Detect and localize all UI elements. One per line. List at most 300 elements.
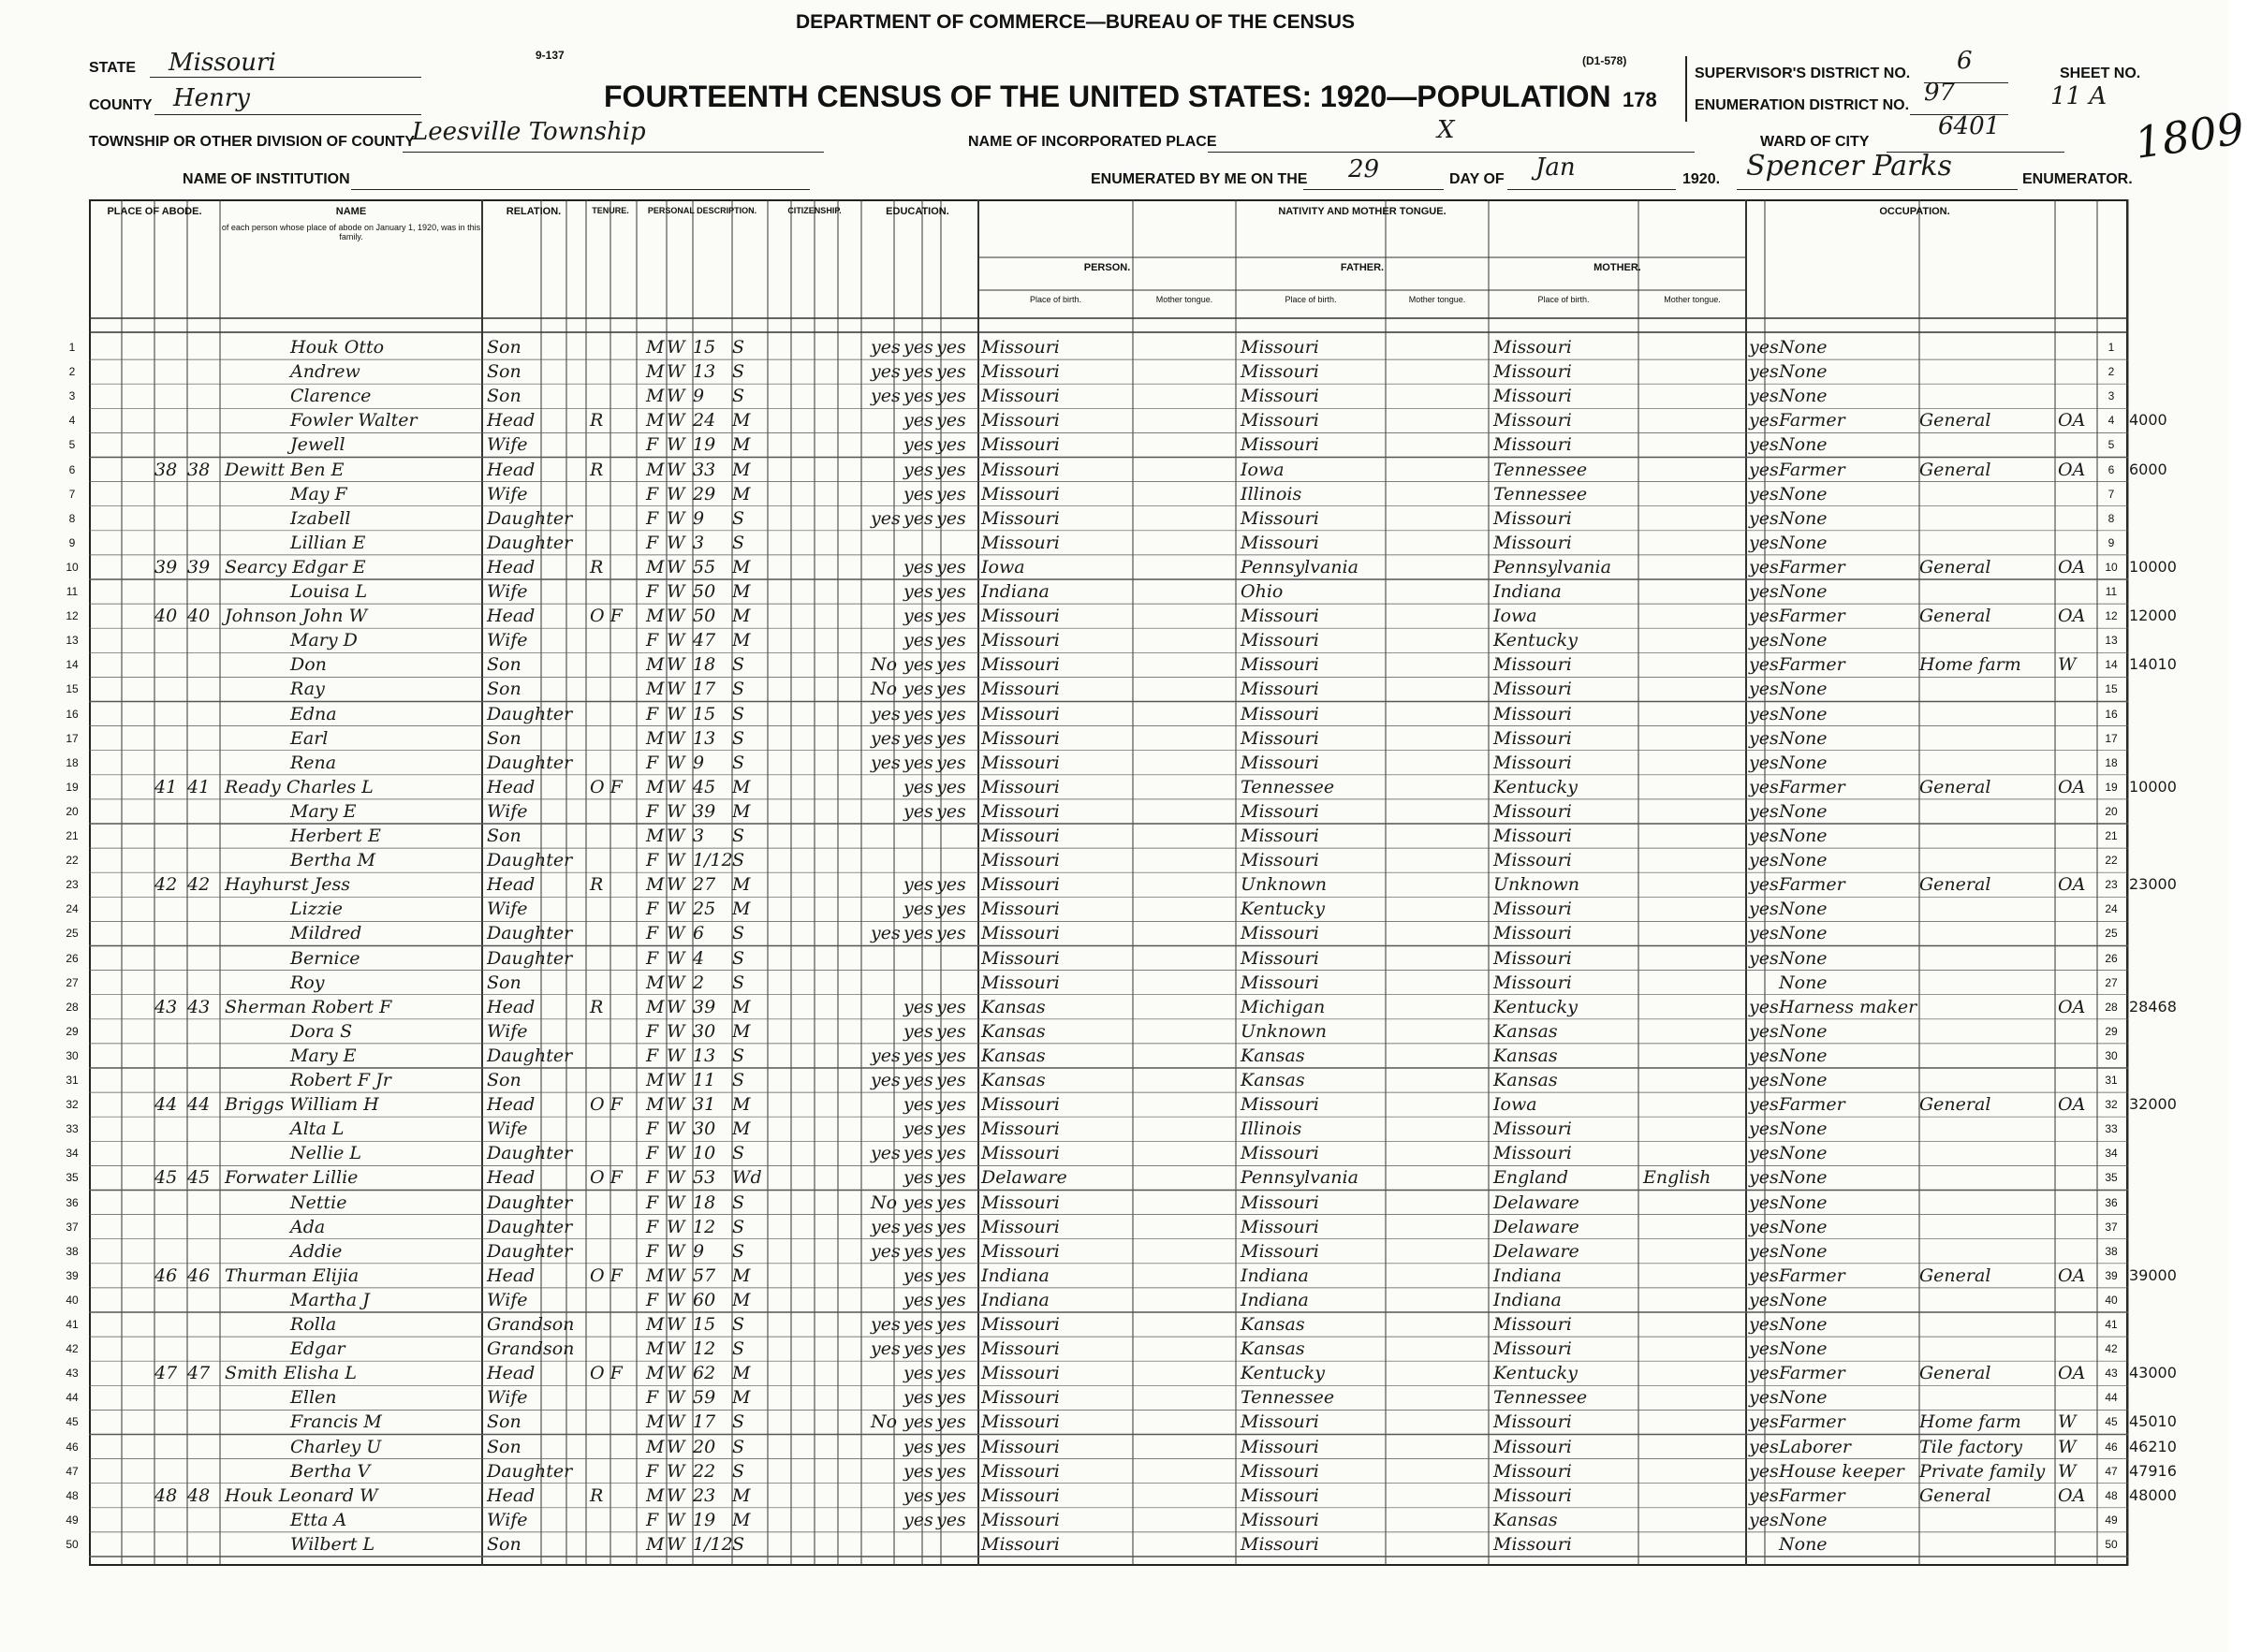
cell-rel: Daughter — [487, 850, 573, 871]
cell-ms: S — [732, 679, 745, 700]
cell-fpob: Pennsylvania — [1241, 556, 1358, 577]
cell-sex: M — [646, 606, 665, 627]
cell-mpob: Delaware — [1493, 1240, 1579, 1262]
cell-farm: 12000 — [2129, 607, 2177, 625]
cell-farm: 14010 — [2129, 655, 2177, 674]
cell-name: Smith Elisha L — [225, 1363, 358, 1384]
cell-eng: yes — [1749, 410, 1779, 431]
cell-age: 33 — [693, 459, 716, 480]
cell-pob: Missouri — [981, 507, 1060, 529]
cell-ms: S — [732, 1216, 745, 1237]
line-number-right: 30 — [2105, 1048, 2118, 1062]
cell-fam: 42 — [187, 874, 211, 896]
cell-rd: yes — [903, 1484, 933, 1506]
cell-race: W — [667, 1411, 685, 1433]
cell-occ: None — [1779, 434, 1828, 456]
line-number-right: 20 — [2105, 804, 2118, 818]
line-number-right: 8 — [2107, 511, 2115, 525]
cell-mpob: Indiana — [1493, 1265, 1562, 1286]
cell-occ: None — [1779, 581, 1828, 602]
cell-rd: yes — [903, 1118, 933, 1140]
cell-mpob: Tennessee — [1493, 459, 1588, 480]
cell-age: 9 — [693, 1240, 705, 1262]
cell-dw: 48 — [154, 1484, 178, 1506]
cell-wr: yes — [936, 1387, 966, 1409]
cell-fam: 38 — [187, 459, 211, 480]
cell-mpob: Kentucky — [1493, 630, 1578, 651]
cell-pob: Missouri — [981, 1240, 1060, 1262]
cell-fpob: Missouri — [1241, 386, 1319, 407]
cell-eng: yes — [1749, 1363, 1779, 1384]
cell-ind: Tile factory — [1919, 1436, 2023, 1457]
line-number-right: 24 — [2105, 902, 2118, 916]
cell-rel: Daughter — [487, 1045, 573, 1066]
cell-dw: 40 — [154, 606, 178, 627]
line-number-right: 27 — [2105, 975, 2118, 989]
line-number: 3 — [68, 389, 76, 403]
cell-age: 12 — [693, 1216, 716, 1237]
line-number-right: 41 — [2105, 1318, 2118, 1331]
cell-ind: Home farm — [1919, 1411, 2021, 1433]
cell-ms: M — [732, 874, 751, 896]
cell-rel: Son — [487, 386, 521, 407]
cell-pob: Missouri — [981, 1436, 1060, 1457]
line-number-right: 48 — [2105, 1488, 2118, 1502]
cell-age: 29 — [693, 483, 716, 504]
cell-occ: Farmer — [1779, 1363, 1845, 1384]
cell-race: W — [667, 826, 685, 846]
cell-age: 10 — [693, 1143, 716, 1164]
cell-pob: Missouri — [981, 410, 1060, 431]
cell-mpob: Missouri — [1493, 1460, 1572, 1482]
cell-wr: yes — [936, 337, 966, 358]
cell-dw: 43 — [154, 996, 178, 1017]
cell-fpob: Missouri — [1241, 826, 1319, 846]
cell-pob: Missouri — [981, 1533, 1060, 1555]
cell-occ: None — [1779, 1191, 1828, 1213]
cell-fpob: Missouri — [1241, 606, 1319, 627]
cell-rd: yes — [903, 459, 933, 480]
line-number: 42 — [66, 1342, 79, 1356]
line-number-right: 49 — [2105, 1513, 2118, 1527]
cell-age: 19 — [693, 434, 716, 456]
line-number: 4 — [68, 414, 76, 428]
cell-age: 47 — [693, 630, 716, 651]
cell-name: Bertha V — [290, 1460, 371, 1482]
cell-rel: Wife — [487, 630, 528, 651]
cell-occ: House keeper — [1779, 1460, 1904, 1482]
cell-occ: None — [1779, 1509, 1828, 1530]
cell-fpob: Michigan — [1241, 996, 1326, 1017]
cell-rel: Wife — [487, 1387, 528, 1409]
state-value: Missouri — [169, 49, 276, 77]
cell-sex: M — [646, 361, 665, 383]
line-number-right: 47 — [2105, 1464, 2118, 1478]
cell-occ: None — [1779, 1143, 1828, 1164]
col-mother-pob: Place of birth. — [1537, 295, 1590, 304]
county-value: Henry — [173, 84, 250, 112]
cell-eng: yes — [1749, 1289, 1779, 1310]
cell-fpob: Missouri — [1241, 972, 1319, 993]
cell-mpob: Kentucky — [1493, 996, 1578, 1017]
cell-race: W — [667, 1363, 685, 1384]
cell-sch: yes — [871, 727, 901, 749]
cell-sex: M — [646, 1363, 665, 1384]
cell-age: 9 — [693, 752, 705, 773]
cell-rel: Son — [487, 1411, 521, 1433]
cell-age: 9 — [693, 386, 705, 407]
cell-race: W — [667, 532, 685, 553]
cell-rd: yes — [903, 1509, 933, 1530]
cell-farm: 6000 — [2129, 460, 2167, 478]
cell-ms: M — [732, 1118, 751, 1140]
col-person-pob: Place of birth. — [1029, 295, 1082, 304]
cell-sex: F — [646, 1240, 659, 1262]
cell-pob: Kansas — [981, 996, 1046, 1017]
cell-cls: W — [2058, 1436, 2077, 1457]
cell-eng: yes — [1749, 556, 1779, 577]
cell-wr: yes — [936, 556, 966, 577]
cell-eng: yes — [1749, 923, 1779, 944]
cell-rel: Daughter — [487, 532, 573, 553]
cell-rd: yes — [903, 630, 933, 651]
cell-pob: Missouri — [981, 1314, 1060, 1335]
cell-mpob: Kentucky — [1493, 1363, 1578, 1384]
cell-rel: Wife — [487, 1020, 528, 1042]
cell-ms: S — [732, 1411, 745, 1433]
cell-sex: F — [646, 1167, 659, 1189]
cell-occ: None — [1779, 1020, 1828, 1042]
cell-rel: Head — [487, 459, 536, 480]
line-number-right: 42 — [2105, 1342, 2118, 1356]
cell-sex: M — [646, 410, 665, 431]
cell-pob: Missouri — [981, 703, 1060, 724]
cell-mpob: Missouri — [1493, 923, 1572, 944]
cell-rd: yes — [903, 1436, 933, 1457]
cell-eng: yes — [1749, 1265, 1779, 1286]
cell-name: Ellen — [290, 1387, 337, 1409]
cell-pob: Indiana — [981, 1265, 1050, 1286]
cell-occ: None — [1779, 483, 1828, 504]
cell-ms: S — [732, 1070, 745, 1090]
cell-pob: Missouri — [981, 386, 1060, 407]
cell-mpob: Missouri — [1493, 1118, 1572, 1140]
cell-sch: yes — [871, 703, 901, 724]
cell-sex: M — [646, 654, 665, 676]
cell-wr: yes — [936, 1436, 966, 1457]
cell-race: W — [667, 850, 685, 871]
line-number: 32 — [66, 1098, 79, 1112]
sheet-label: SHEET NO. — [2060, 66, 2141, 81]
cell-sex: F — [646, 434, 659, 456]
cell-race: W — [667, 800, 685, 822]
cell-ms: M — [732, 1387, 751, 1409]
line-number: 16 — [66, 707, 79, 721]
cell-rel: Daughter — [487, 1240, 573, 1262]
col-person: PERSON. — [1083, 262, 1131, 273]
cell-age: 18 — [693, 654, 716, 676]
cell-fpob: Missouri — [1241, 947, 1319, 969]
cell-rd: yes — [903, 654, 933, 676]
cell-wr: yes — [936, 899, 966, 920]
cell-race: W — [667, 1045, 685, 1066]
cell-age: 39 — [693, 800, 716, 822]
line-number: 6 — [68, 462, 76, 476]
county-label: COUNTY — [89, 97, 153, 113]
cell-wr: yes — [936, 1070, 966, 1090]
cell-rel: Son — [487, 654, 521, 676]
cell-ind: General — [1919, 410, 1991, 431]
cell-rel: Son — [487, 1070, 521, 1090]
line-number-right: 43 — [2105, 1367, 2118, 1381]
line-number-right: 12 — [2105, 609, 2118, 623]
cell-mpob: Missouri — [1493, 1411, 1572, 1433]
cell-race: W — [667, 1387, 685, 1409]
cell-sex: F — [646, 752, 659, 773]
line-number: 47 — [66, 1464, 79, 1478]
stamp-number: 178 — [1623, 88, 1657, 111]
cell-age: 12 — [693, 1338, 716, 1360]
cell-sex: M — [646, 727, 665, 749]
cell-age: 20 — [693, 1436, 716, 1457]
line-number-right: 44 — [2105, 1391, 2118, 1405]
cell-race: W — [667, 434, 685, 456]
cell-race: W — [667, 947, 685, 969]
cell-eng: yes — [1749, 1070, 1779, 1090]
cell-name: Wilbert L — [290, 1533, 375, 1555]
cell-cls: OA — [2058, 410, 2086, 431]
cell-eng: yes — [1749, 874, 1779, 896]
enumeration-month: Jan — [1535, 154, 1576, 182]
line-number-right: 36 — [2105, 1195, 2118, 1209]
cell-age: 13 — [693, 361, 716, 383]
line-number: 50 — [66, 1537, 79, 1551]
cell-mpob: Delaware — [1493, 1191, 1579, 1213]
cell-rel: Daughter — [487, 923, 573, 944]
cell-rel: Grandson — [487, 1314, 575, 1335]
cell-dw: 41 — [154, 776, 178, 797]
cell-sch: No — [871, 1411, 898, 1433]
cell-rd: yes — [903, 1094, 933, 1116]
cell-dw: 42 — [154, 874, 178, 896]
cell-eng: yes — [1749, 483, 1779, 504]
cell-sch: yes — [871, 1045, 901, 1066]
cell-eng: yes — [1749, 337, 1779, 358]
cell-age: 31 — [693, 1094, 716, 1116]
cell-rel: Son — [487, 679, 521, 700]
cell-rd: yes — [903, 874, 933, 896]
cell-wr: yes — [936, 1411, 966, 1433]
cell-mpob: Missouri — [1493, 972, 1572, 993]
line-number-right: 14 — [2105, 658, 2118, 672]
cell-rd: yes — [903, 361, 933, 383]
cell-age: 3 — [693, 826, 705, 846]
cell-name: Searcy Edgar E — [225, 556, 366, 577]
cell-sex: F — [646, 1289, 659, 1310]
enumeration-day: 29 — [1348, 155, 1380, 183]
cell-sex: M — [646, 556, 665, 577]
cell-ms: S — [732, 703, 745, 724]
cell-rd: yes — [903, 410, 933, 431]
line-number-right: 35 — [2105, 1171, 2118, 1185]
cell-mpob: Missouri — [1493, 434, 1572, 456]
cell-name: Herbert E — [290, 826, 381, 846]
cell-pob: Missouri — [981, 337, 1060, 358]
cell-occ: None — [1779, 507, 1828, 529]
cell-rel: Head — [487, 1363, 536, 1384]
cell-mpob: Missouri — [1493, 1484, 1572, 1506]
cell-age: 27 — [693, 874, 716, 896]
cell-ms: S — [732, 1191, 745, 1213]
cell-wr: yes — [936, 752, 966, 773]
cell-wr: yes — [936, 1460, 966, 1482]
cell-rel: Son — [487, 337, 521, 358]
cell-rd: yes — [903, 703, 933, 724]
cell-ms: M — [732, 899, 751, 920]
cell-age: 18 — [693, 1191, 716, 1213]
cell-sex: M — [646, 1070, 665, 1090]
cell-name: Mary E — [290, 1045, 357, 1066]
cell-sex: F — [646, 581, 659, 602]
cell-sch: No — [871, 654, 898, 676]
cell-name: Edgar — [290, 1338, 345, 1360]
cell-ind: Private family — [1919, 1460, 2046, 1482]
cell-ms: S — [732, 1533, 745, 1555]
cell-sex: F — [646, 532, 659, 553]
enumerator-name: Spencer Parks — [1746, 150, 1952, 183]
cell-race: W — [667, 1191, 685, 1213]
cell-fpob: Missouri — [1241, 703, 1319, 724]
cell-mpob: Pennsylvania — [1493, 556, 1611, 577]
cell-fam: 48 — [187, 1484, 211, 1506]
cell-sex: M — [646, 1265, 665, 1286]
cell-pob: Missouri — [981, 606, 1060, 627]
cell-pob: Missouri — [981, 1216, 1060, 1237]
cell-farm: 48000 — [2129, 1485, 2177, 1504]
cell-mpob: Missouri — [1493, 386, 1572, 407]
cell-sch: yes — [871, 361, 901, 383]
cell-eng: yes — [1749, 752, 1779, 773]
ed-value: 97 — [1924, 79, 1956, 107]
line-number-right: 16 — [2105, 707, 2118, 721]
cell-age: 45 — [693, 776, 716, 797]
cell-occ: Farmer — [1779, 410, 1845, 431]
cell-age: 2 — [693, 972, 705, 993]
cell-fpob: Missouri — [1241, 1411, 1319, 1433]
line-number-right: 22 — [2105, 854, 2118, 868]
line-number: 29 — [66, 1024, 79, 1038]
cell-mpob: Indiana — [1493, 581, 1562, 602]
cell-pob: Missouri — [981, 630, 1060, 651]
cell-fpob: Kansas — [1241, 1070, 1305, 1090]
cell-ind: General — [1919, 1363, 1991, 1384]
cell-race: W — [667, 1070, 685, 1090]
cell-fam: 46 — [187, 1265, 211, 1286]
cell-eng: yes — [1749, 1143, 1779, 1164]
cell-race: W — [667, 703, 685, 724]
cell-wr: yes — [936, 507, 966, 529]
cell-eng: yes — [1749, 654, 1779, 676]
cell-age: 17 — [693, 679, 716, 700]
cell-name: Forwater Lillie — [225, 1167, 359, 1189]
cell-name: Mary D — [290, 630, 358, 651]
cell-eng: yes — [1749, 1020, 1779, 1042]
cell-age: 11 — [693, 1070, 716, 1090]
cell-mpob: Missouri — [1493, 410, 1572, 431]
cell-wr: yes — [936, 727, 966, 749]
cell-race: W — [667, 1436, 685, 1457]
cell-rel: Son — [487, 972, 521, 993]
line-number-right: 7 — [2107, 487, 2115, 501]
cell-name: Clarence — [290, 386, 372, 407]
cell-occ: None — [1779, 727, 1828, 749]
cell-mpob: Kansas — [1493, 1045, 1558, 1066]
cell-sch: No — [871, 679, 898, 700]
cell-fpob: Missouri — [1241, 654, 1319, 676]
line-number-right: 38 — [2105, 1244, 2118, 1258]
cell-age: 4 — [693, 947, 705, 969]
cell-cls: OA — [2058, 1094, 2086, 1116]
col-name-desc: of each person whose place of abode on January 1, 1920, was in this family. — [221, 223, 481, 241]
cell-eng: yes — [1749, 1436, 1779, 1457]
cell-fpob: Missouri — [1241, 1216, 1319, 1237]
cell-eng: yes — [1749, 947, 1779, 969]
cell-mpob: Missouri — [1493, 1338, 1572, 1360]
cell-occ: None — [1779, 337, 1828, 358]
cell-fam: 47 — [187, 1363, 211, 1384]
cell-age: 23 — [693, 1484, 716, 1506]
line-number: 11 — [66, 585, 79, 598]
cell-ms: S — [732, 337, 745, 358]
line-number-right: 45 — [2105, 1415, 2118, 1429]
cell-fpob: Missouri — [1241, 1240, 1319, 1262]
cell-race: W — [667, 972, 685, 993]
cell-farm: 10000 — [2129, 777, 2177, 796]
cell-rd: yes — [903, 899, 933, 920]
cell-sex: F — [646, 850, 659, 871]
cell-mtongue: English — [1643, 1167, 1711, 1189]
cell-sch: yes — [871, 752, 901, 773]
cell-age: 22 — [693, 1460, 716, 1482]
cell-ms: S — [732, 1338, 745, 1360]
sheet-value: 11 A — [2050, 82, 2107, 110]
cell-ms: S — [732, 923, 745, 944]
cell-wr: yes — [936, 679, 966, 700]
cell-pob: Iowa — [981, 556, 1025, 577]
cell-pob: Missouri — [981, 679, 1060, 700]
cell-ms: S — [732, 972, 745, 993]
cell-fpob: Ohio — [1241, 581, 1284, 602]
cell-wr: yes — [936, 1216, 966, 1237]
cell-fam: 45 — [187, 1167, 211, 1189]
incorporated-value: X — [1437, 116, 1455, 144]
line-number: 12 — [66, 609, 79, 623]
cell-eng: yes — [1749, 1314, 1779, 1335]
cell-mpob: Missouri — [1493, 361, 1572, 383]
cell-pob: Delaware — [981, 1167, 1067, 1189]
cell-race: W — [667, 459, 685, 480]
form-code: (D1-578) — [1582, 54, 1627, 67]
cell-rel: Son — [487, 1533, 521, 1555]
cell-ms: S — [732, 532, 745, 553]
cell-sex: M — [646, 459, 665, 480]
cell-sch: No — [871, 1191, 898, 1213]
cell-eng: yes — [1749, 1240, 1779, 1262]
line-number: 48 — [66, 1488, 79, 1502]
cell-ms: S — [732, 1240, 745, 1262]
cell-ms: M — [732, 1094, 751, 1116]
cell-fam: 39 — [187, 556, 211, 577]
